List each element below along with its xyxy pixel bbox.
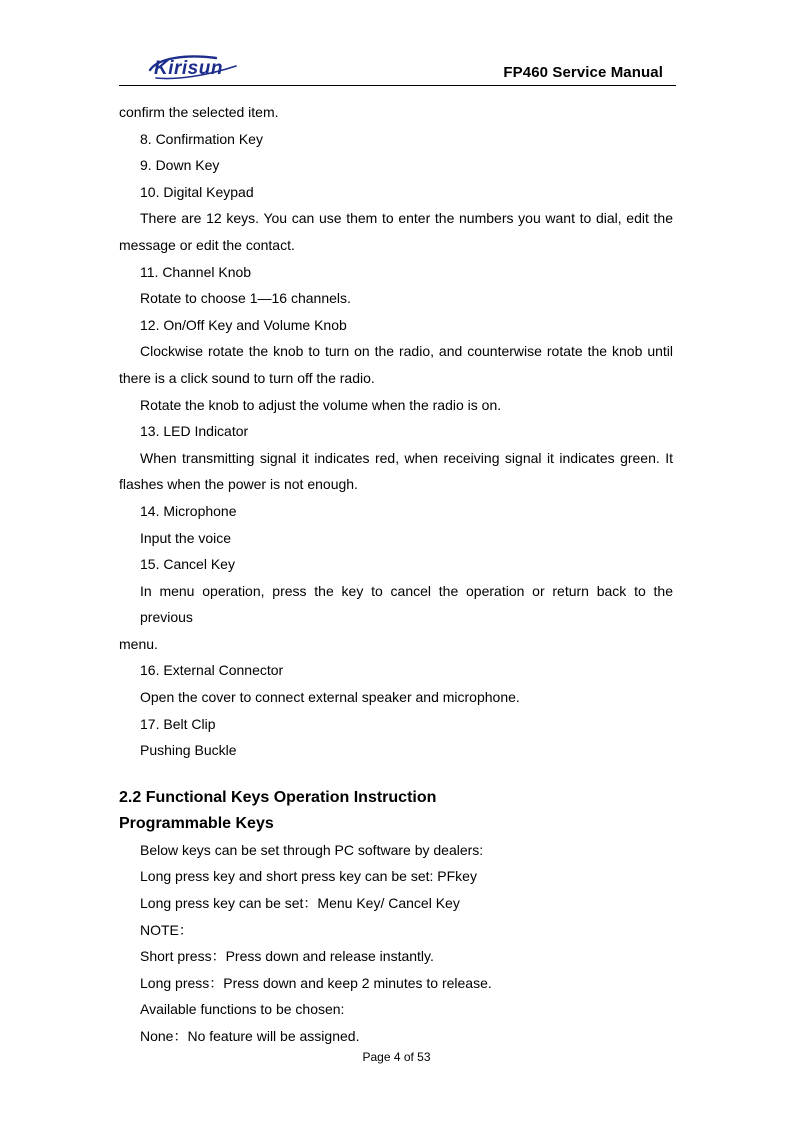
text-line: Long press：Press down and keep 2 minutes to release.	[140, 974, 492, 991]
text-line: None：No feature will be assigned.	[140, 1028, 360, 1044]
kirisun-logo-graphic	[146, 52, 242, 82]
paragraph-line: menu.	[119, 635, 158, 652]
text-line: Long press key and short press key can be set: PFkey	[140, 868, 477, 885]
note-label: NOTE：	[140, 921, 193, 938]
paragraph-line: In menu operation, press the key to cancel the operation or return back to the previous	[140, 582, 673, 626]
subsection-heading: Programmable Keys	[119, 814, 274, 832]
text-line: Long press key can be set：Menu Key/ Cancel Key	[140, 895, 460, 912]
text-line: Rotate to choose 1—16 channels.	[140, 290, 351, 307]
section-spacer	[119, 764, 673, 785]
page-number: Page 4 of 53	[362, 1050, 431, 1064]
paragraph-line: When transmitting signal it indicates red, when receiving signal it indicates green. It	[140, 449, 673, 466]
list-item: 14. Microphone	[140, 502, 237, 519]
text-line: Available functions to be chosen:	[140, 1001, 345, 1018]
list-item: 17. Belt Clip	[140, 715, 216, 732]
text-line: Open the cover to connect external speaker and microphone.	[140, 689, 520, 706]
list-item: 11. Channel Knob	[140, 263, 252, 280]
kirisun-logo	[146, 52, 242, 82]
paragraph-line: there is a click sound to turn off the radio.	[119, 369, 375, 386]
paragraph-line: There are 12 keys. You can use them to enter the numbers you want to dial, edit the	[140, 210, 673, 227]
page-content	[119, 99, 673, 1050]
section-heading: 2.2 Functional Keys Operation Instruction	[119, 788, 437, 806]
list-item: 12. On/Off Key and Volume Knob	[140, 316, 347, 333]
text-line: Rotate the knob to adjust the volume when the radio is on.	[140, 396, 502, 413]
text-line: Short press：Press down and release instantly.	[140, 948, 434, 965]
text-line: confirm the selected item.	[119, 104, 279, 120]
text-line: Input the voice	[140, 529, 232, 546]
paragraph-line: message or edit the contact.	[119, 236, 295, 253]
header-divider	[119, 85, 676, 86]
text-line: Below keys can be set through PC software by dealers:	[140, 841, 484, 858]
paragraph-line: flashes when the power is not enough.	[119, 476, 358, 493]
list-item: 10. Digital Keypad	[140, 183, 254, 200]
logo-wordmark: Kirisun	[154, 58, 223, 79]
list-item: 8. Confirmation Key	[140, 130, 263, 147]
list-item: 9. Down Key	[140, 157, 220, 174]
list-item: 15. Cancel Key	[140, 556, 235, 573]
paragraph-line: Clockwise rotate the knob to turn on the radio, and counterwise rotate the knob until	[140, 343, 673, 360]
text-line: Pushing Buckle	[140, 742, 237, 759]
list-item: 13. LED Indicator	[140, 423, 249, 440]
list-item: 16. External Connector	[140, 662, 284, 679]
manual-title: FP460 Service Manual	[503, 64, 663, 81]
